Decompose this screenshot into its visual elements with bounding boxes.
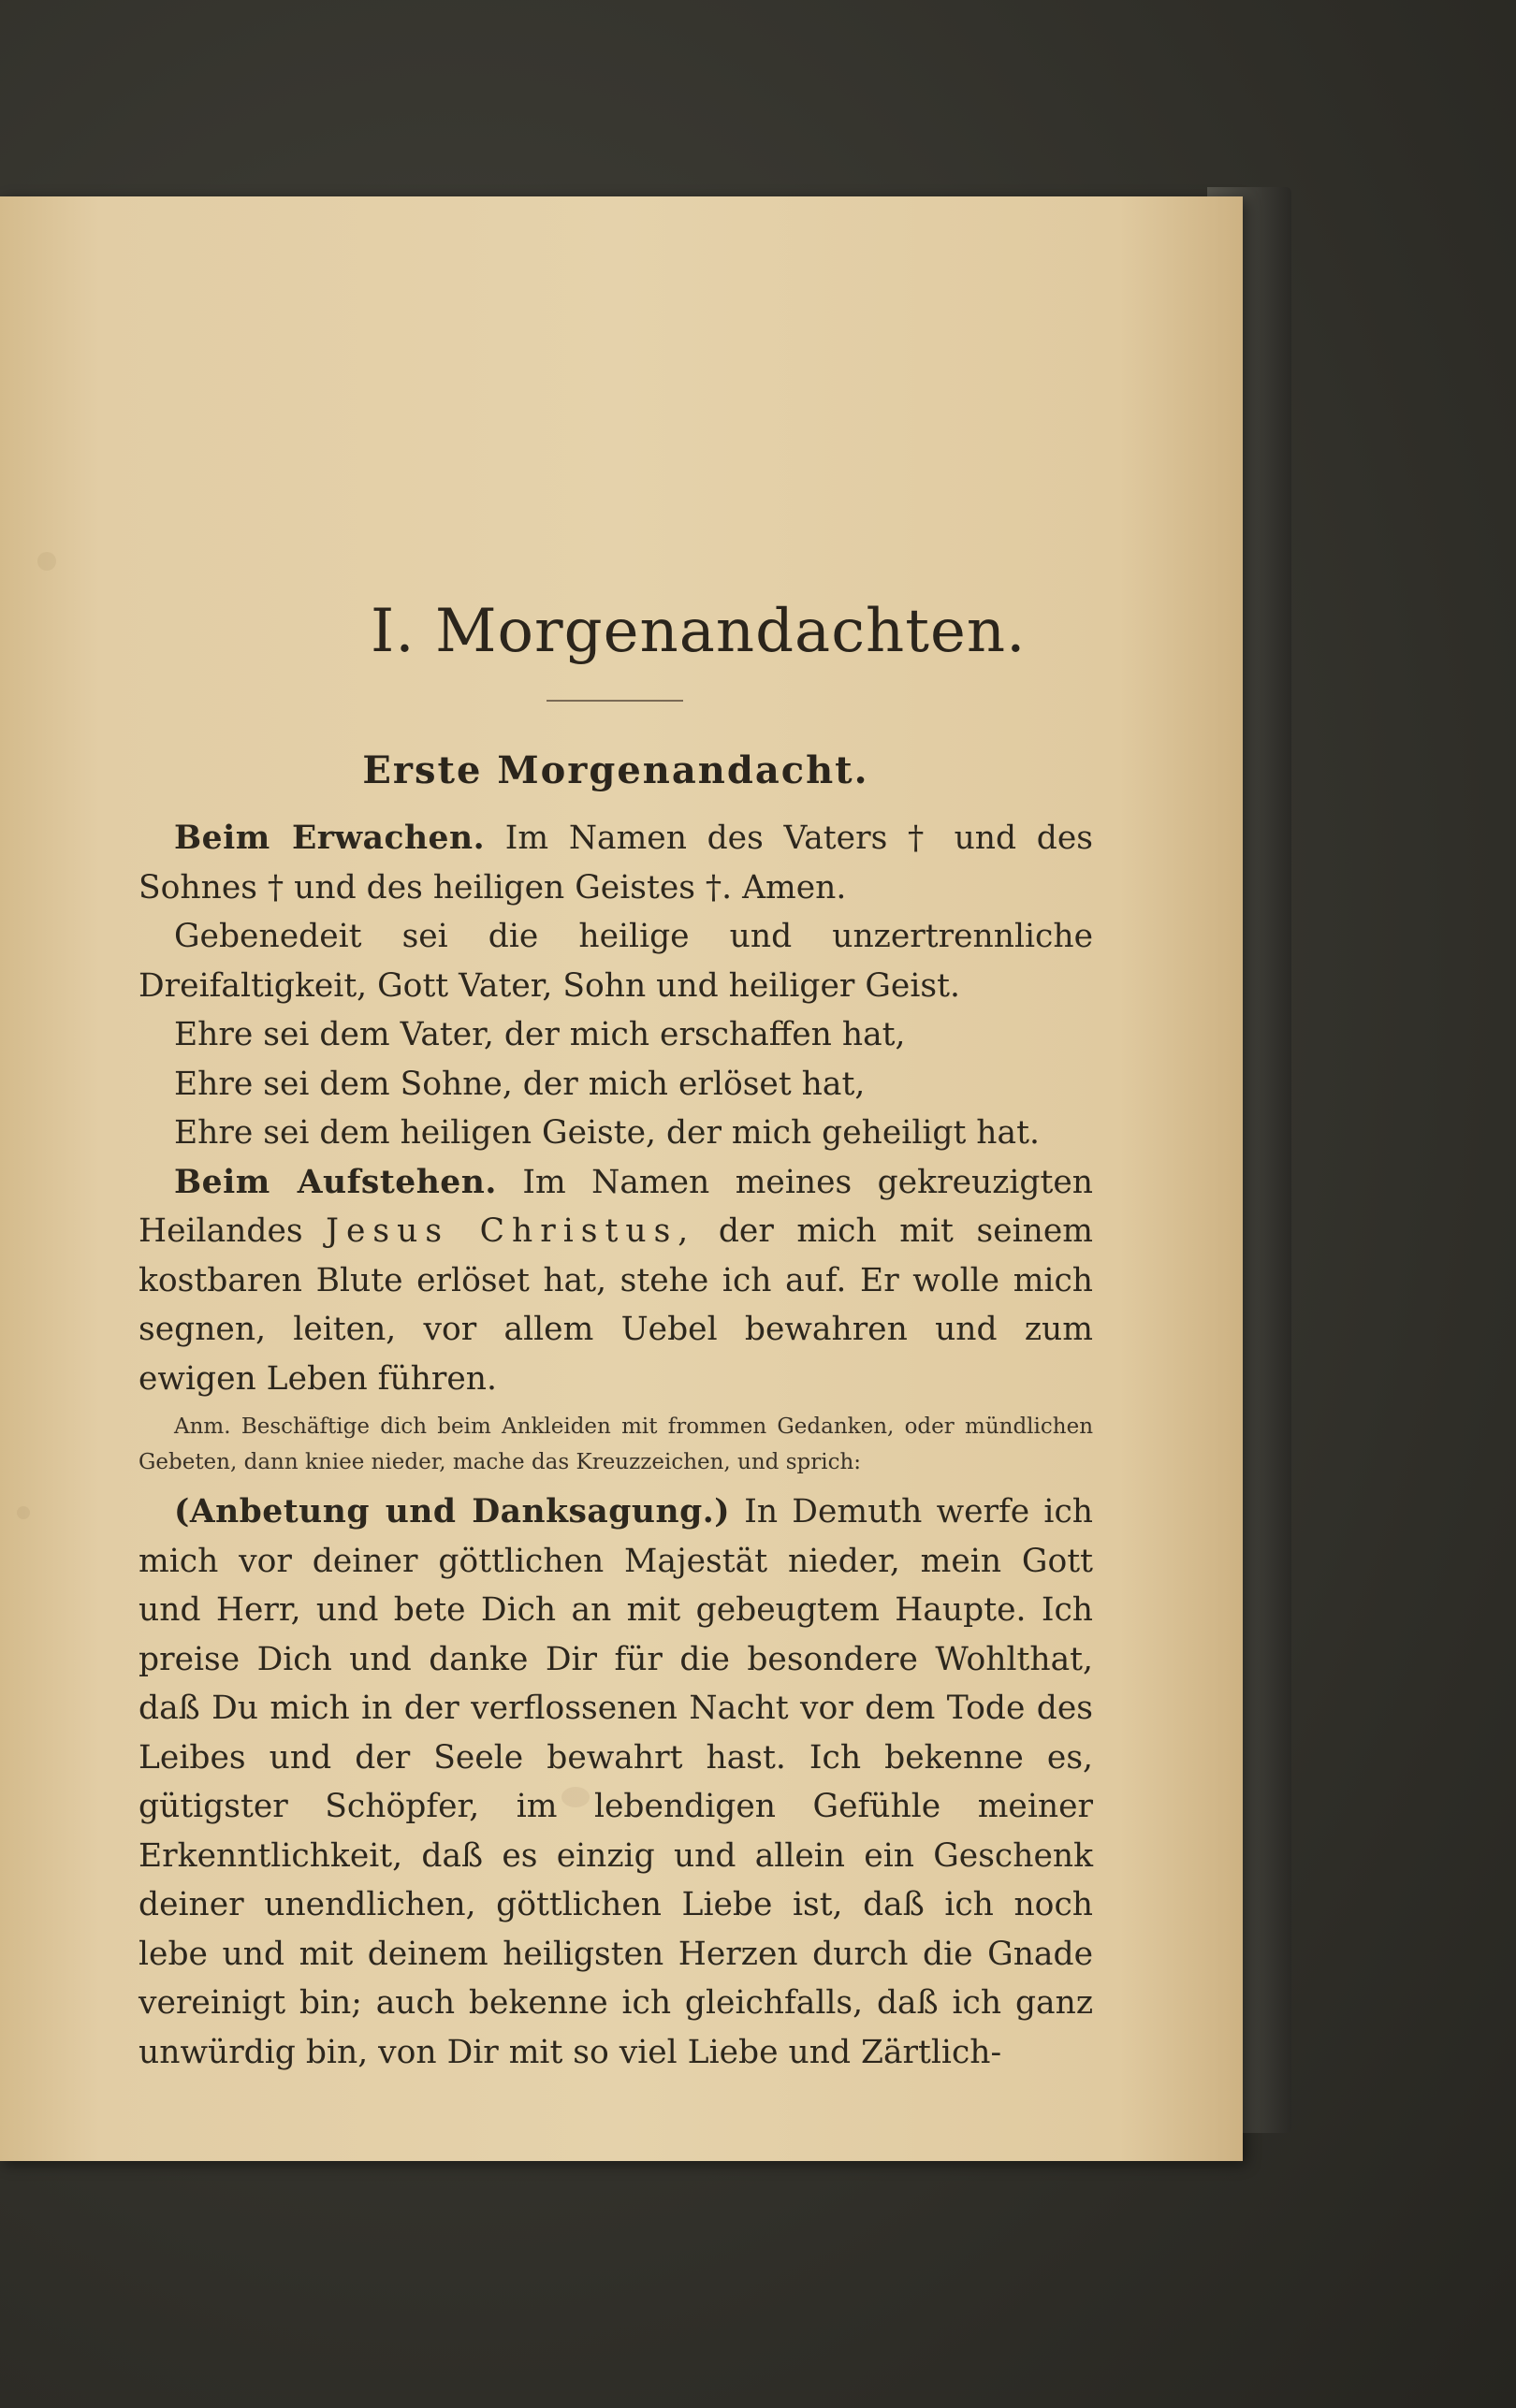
- book-page: [0, 196, 1243, 2161]
- text-aufstehen-after: der mich mit seinem kostbaren Blute erlöset hat, stehe ich auf. Er wolle mich segnen, leiten, vor allem Uebel bewahren und zum ewigen Leben führen.: [138, 1212, 1094, 1398]
- annotation-text: Beschäftige dich beim Ankleiden mit frommen Gedanken, oder mündlichen Gebeten, dann kniee nieder, mache das Kreuzzeichen, und sprich:: [138, 1414, 1094, 1474]
- verse-line-3: Ehre sei dem heiligen Geiste, der mich geheiligt hat.: [174, 1114, 1040, 1152]
- text-erwachen: Im Namen des Vaters † und des Sohnes † und des heiligen Geistes †. Amen.: [138, 820, 1093, 907]
- verse-line-1: Ehre sei dem Vater, der mich erschaffen hat,: [174, 1016, 906, 1053]
- heading-erwachen: Beim Erwachen.: [174, 820, 486, 857]
- annotation-label: Anm.: [174, 1414, 231, 1439]
- name-jesus-christus: Jesus Christus,: [326, 1212, 696, 1250]
- section-title: Erste Morgenandacht.: [362, 748, 869, 792]
- text-anbetung: In Demuth werfe ich mich vor deiner göttlichen Majestät nieder, mein Gott und Herr, und bete Dich an mit gebeugtem Haupte. Ich preise Dich und danke Dir für die besondere Wohlthat, daß Du mich in der verflossenen Nacht vor dem Tode des Leibes und der Seele bewahrt hast. Ich bekenne es, gütigster Schöpfer, im lebendigen Gefühle meiner Erkenntlichkeit, daß es einzig und allein ein Geschenk deiner unendlichen, göttlichen Liebe ist, daß ich noch lebe und mit deinem heiligsten Herzen durch die Gnade vereinigt bin; auch bekenne ich gleichfalls, daß ich ganz unwürdig bin, von Dir mit so viel Liebe und Zärtlich-: [138, 1493, 1093, 2071]
- annotation: [138, 1409, 1093, 1480]
- paragraph-erwachen: [138, 814, 1093, 912]
- paragraph-dreifaltigkeit: Gebenedeit sei die heilige und unzertrennliche Dreifaltigkeit, Gott Vater, Sohn und heiliger Geist.: [138, 918, 1093, 1005]
- verse-line-2: Ehre sei dem Sohne, der mich erlöset hat,: [174, 1065, 866, 1103]
- heading-aufstehen: Beim Aufstehen.: [174, 1163, 497, 1201]
- paragraph-aufstehen: [138, 1158, 1093, 1404]
- text-aufstehen-before: Im Namen meines gekreuzigten Heilandes: [138, 1163, 1093, 1250]
- title-divider: [547, 700, 683, 702]
- heading-anbetung: (Anbetung und Danksagung.): [174, 1493, 731, 1530]
- paragraph-anbetung: [138, 1487, 1093, 2077]
- chapter-title: I. Morgenandachten.: [371, 597, 1027, 666]
- body-text: [138, 814, 1093, 2077]
